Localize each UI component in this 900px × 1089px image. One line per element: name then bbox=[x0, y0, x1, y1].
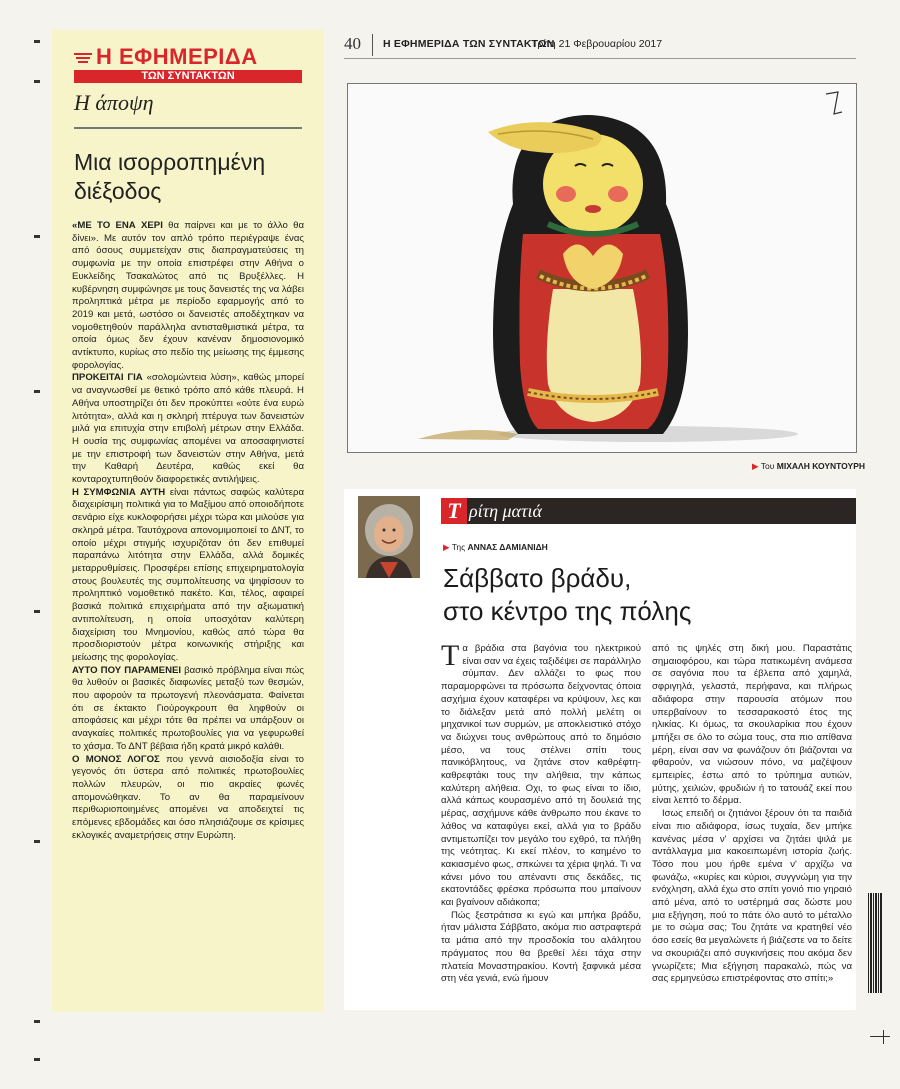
opinion-column bbox=[52, 30, 324, 1012]
banner-initial: Τ bbox=[441, 498, 467, 524]
column-headline-line: στο κέντρο της πόλης bbox=[443, 596, 692, 626]
column-banner bbox=[441, 498, 856, 524]
opinion-body bbox=[72, 220, 304, 842]
column-text-right bbox=[652, 643, 852, 986]
scan-mark bbox=[34, 1058, 40, 1061]
masthead-subtitle: ΤΩΝ ΣΥΝΤΑΚΤΩΝ bbox=[74, 70, 302, 83]
column-text-left bbox=[441, 639, 641, 986]
speed-lines-icon bbox=[74, 52, 92, 63]
banner-title: ρίτη ματιά bbox=[469, 501, 542, 521]
author-portrait bbox=[358, 496, 420, 578]
masthead-logo bbox=[74, 46, 302, 83]
opinion-headline bbox=[74, 148, 314, 206]
byline-name: ΑΝΝΑΣ ΔΑΜΙΑΝΙΔΗ bbox=[467, 542, 548, 552]
column-paragraph: Τα βράδια στα βαγόνια του ηλεκτρικού είναι σαν να έχεις ταξιδέψει σε παράλληλο σύμπαν. Δεν αλλάζει το φως που παραμορφώνει τα πρόσωπα δείχνοντας όποια ασχήμια έχουν καταφέρει να κρύψουν, λες και το διάλεξαν μετά από πολλή μελέτη οι μηχανικοί των συρμών, με αποκλειστικό στόχο να διώχνει τους ανθρώπους από το δημόσιο μέσο, να τους στέλνει σπίτι τους πανικόβλητους, να ζητάνε στον καθρέφτη-καθρεφτάκι τους την αλήθεια, την κάπως καλύτερη αλήθεια. Οχι, το φως είναι το ίδιο, αλλά κάπως κουρασμένο από τη δουλειά της μέρας, ασχήμυνε κάθε άνθρωπο που έκανε το λάθος να καταφύγει εκεί, αλλά για το βράδυ αντιμετωπίζει τον μεγάλο του εχθρό, τα πλήθη της νεότητας. Κι εκεί πλέον, το καημένο το κακιασμένο φως, σπκώνει τα χέρια ψηλά. Τι να κάνει μόνο του απέναντι στις δεκάδες, τις εκατοντάδες φρέσκα πρόσωπα που μπαίνουν και βγαίνουν αδιάκοπα; bbox=[441, 639, 641, 909]
column-headline-line: Σάββατο βράδυ, bbox=[443, 563, 632, 593]
column-paragraph: Πώς ξεστράτισα κι εγώ και μπήκα βράδυ, ήταν μάλιστα Σάββατο, ακόμα πιο αστραφτερά τα μάτια από την προσδοκία του αλάλητου πράγματος που θα βρεθεί λέει τάχα στην πλατεία Μοναστηρακίου. Κοντή ξαφνικά μέσα στη νέα γενιά, ενώ ήμουν bbox=[441, 909, 641, 985]
portrait-photo bbox=[358, 496, 420, 578]
opinion-paragraph: Ο ΜΟΝΟΣ ΛΟΓΟΣ που γεννά αισιοδοξία είναι το γεγονός ότι ύστερα από πολιτικές πρωτοβουλίες πολλών πλευρών, οι πιο ακραίες φωνές απομονώθηκαν. Το αν θα παραμείνουν περιθωριοποιημένες απομένει να αποδειχτεί τις επόμενες εβδομάδες και όσο πλησιάζουμε σε κρίσιμες εκλογικές αναμετρήσεις στην Ευρώπη. bbox=[72, 753, 304, 841]
opinion-paragraph: ΠΡΟΚΕΙΤΑΙ ΓΙΑ «σολομώντεια λύση», καθώς μπορεί να αναγνωσθεί με θετικό τρόπο από κάθε πλευρά. Η Αθήνα υποστηρίζει ότι δεν προκύπτει «ούτε ένα ευρώ λιτότητα», αλλά και η σκληρή πτέρυγα των δανειστών μιλά για επιτυχία στην επιβολή μέτρων στην Ελλάδα. Η ουσία της συμφωνίας απομένει να αποσαφηνιστεί με την επιστροφή των δανειστών στην Αθήνα, μετά την Καθαρή Δευτέρα, καθώς εκεί θα κονταροχτυπηθούν διαφορετικές αντιλήψεις. bbox=[72, 372, 304, 486]
section-divider bbox=[74, 127, 302, 129]
opinion-paragraph: «ΜΕ ΤΟ ΕΝΑ ΧΕΡΙ θα παίρνει και με το άλλο θα δίνει». Με αυτόν τον απλό τρόπο περιέγραψε ένας από όσους συμμετείχαν στις διαπραγματεύσεις τη συμφωνία με την οποία επιστρέφει στην Αθήνα ο Ευκλείδης Τσακαλώτος από τις Βρυξέλλες. Η κυβέρνηση συμφώνησε με τους δανειστές της να λάβει προληπτικά μέτρα με περίοδο εφαρμογής από το 2019 και μετά, ωστόσο οι δανειστές αποδέχτηκαν να νομοθετηθούν παράλληλα αντισταθμιστικά μέτρα, τα οποία όμως δεν έχουν κανέναν δημοσιονομικό αντίκτυπο, κυρίως στο πεδίο της μείωσης της έμμεσης φορολογίας. bbox=[72, 220, 304, 371]
drop-cap: Τ bbox=[441, 639, 460, 672]
crop-mark bbox=[870, 1030, 890, 1044]
page-number: 40 bbox=[344, 34, 361, 53]
scan-mark bbox=[34, 235, 40, 238]
column-paragraph: Ισως επειδή οι ζητιάνοι ξέρουν ότι τα παιδιά είναι πιο αδιάφορα, ίσως τυχαία, δεν μπήκε κανένας μέσα ν' αρχίσει να ζητάει ψιλά με αντάλλαγμα μια κακοειπωμένη ιστορία ζωής. Τόσο που μου ήρθε εμένα ν' αρχίζω να φωνάζω, «κυρίες και κύριοι, συγγνώμη για την ενόχληση, αλλά έχω στο σπίτι γονιό πιο γηραιό από μένα, από το υστέρημά σας δώστε μου μια εξήγηση, πού το πάτε όλο αυτό το μέταλλο με το σώμα σας; Του ζητάτε να κρατηθεί νέο όσο εσείς θα μεγαλώνετε ή βιάζεστε να το δείτε να σκουριάζει από συγκινήσεις που ακόμα δεν γνωρίζετε; Μια εξήγηση παρακαλώ, πώς να σας ερμηνεύσω επιστρέφοντας στο σπίτι;» bbox=[652, 808, 852, 985]
header-rule bbox=[344, 58, 856, 59]
column-paragraph: από τις ψηλές στη δική μου. Παραστάτις σημαιοφόρου, και τώρα πατικωμένη ανάμεσα σε σαγόνια που τα έβλεπα από χαμηλά, σφριγηλά, γελαστά, περήφανα, και πλήρως αδιάφορα στην παρουσία ατόμων που υπερβαίνουν το τεσσαρακοστό έτος της ηλικίας. Κι όμως, τα σκουλαρίκια που έχουν μπήξει σε όλο το σώμα τους, στα πιο απίθανα μέρη, είναι σαν να φωνάζουν ότι βιάζονται να φθαρούν, να νιώσουν πόνο, να μαζέψουν εμπειρίες, έστω από το τρύπημα αυτιών, μύτης, χειλιών, φρυδιών ή το τατουάζ εκεί που είναι λεπτό το δέρμα. bbox=[652, 643, 852, 807]
column-headline bbox=[443, 562, 843, 628]
credit-prefix: Του bbox=[760, 461, 775, 471]
matryoshka-doll-illustration bbox=[348, 84, 857, 453]
header-paper-name: Η ΕΦΗΜΕΡΙΔΑ ΤΩΝ ΣΥΝΤΑΚΤΩΝ bbox=[383, 38, 555, 50]
scan-mark bbox=[34, 840, 40, 843]
scan-mark bbox=[34, 80, 40, 83]
cartoon-illustration bbox=[347, 83, 857, 453]
masthead-title: Η ΕΦΗΜΕΡΙΔΑ bbox=[96, 44, 258, 69]
byline-prefix: Της bbox=[451, 542, 466, 552]
triangle-icon: ▶ bbox=[752, 461, 759, 471]
opinion-headline-line: διέξοδος bbox=[74, 178, 162, 204]
opinion-headline-line: Μια ισορροπημένη bbox=[74, 149, 266, 175]
header-date: Τρίτη 21 Φεβρουαρίου 2017 bbox=[531, 38, 663, 50]
cartoon-credit bbox=[752, 461, 865, 472]
header-divider bbox=[372, 34, 373, 56]
scan-mark bbox=[34, 40, 40, 43]
column-byline bbox=[443, 542, 548, 553]
credit-name: ΜΙΧΑΛΗ ΚΟΥΝΤΟΥΡΗ bbox=[776, 461, 866, 471]
scan-mark bbox=[34, 390, 40, 393]
triangle-icon: ▶ bbox=[443, 542, 450, 552]
scan-mark bbox=[34, 610, 40, 613]
barcode bbox=[868, 893, 882, 993]
scan-mark bbox=[34, 1020, 40, 1023]
opinion-section-label: Η άποψη bbox=[74, 90, 154, 115]
opinion-paragraph: ΑΥΤΟ ΠΟΥ ΠΑΡΑΜΕΝΕΙ βασικό πρόβλημα είναι πώς θα λυθούν οι βασικές διαφωνίες μεταξύ των θεσμών, που αφορούν τα πρωτογενή πλεονάσματα. Φαίνεται ότι σε έκτακτο Γιούρογκρουπ θα ληφθούν οι αποφάσεις και μέχρι τότε θα πρέπει να υπάρξουν οι αναγκαίες πολιτικές πρωτοβουλίες για να γεφυρωθεί το χάσμα. Το ΔΝΤ βέβαια ήδη κρατά μικρό καλάθι. bbox=[72, 664, 304, 752]
opinion-paragraph: Η ΣΥΜΦΩΝΙΑ ΑΥΤΗ είναι πάντως σαφώς καλύτερα διαχειρίσιμη πολιτικά για το Μαξίμου από οποιοδήποτε σενάριο είχε κυκλοφορήσει μέχρι τώρα και μιλούσε για σκληρά μέτρα. Ταυτόχρονα απονομιμοποιεί το ΔΝΤ, το οποίο μέχρι στιγμής ισχυριζόταν ότι δεν επιθυμεί παραπάνω λιτότητα στην Ελλάδα, αλλά δομικές μεταρρυθμίσεις. Προσφέρει επίσης επιχειρηματολογία στους βουλευτές της συμπολίτευσης να ψηφίσουν το προληπτικό νομοθετικό πακέτο. Και, τέλος, αφαιρεί βασικά πολιτικά επιχειρήματα από την αξιωματική αντιπολίτευση, η οποία υποσχόταν καλύτερη διαχείριση του Μνημονίου, καθώς από τώρα θα προσδιοριστούν μέτρα κοινωνικής στήριξης και μείωσης της φορολογίας. bbox=[72, 486, 304, 663]
